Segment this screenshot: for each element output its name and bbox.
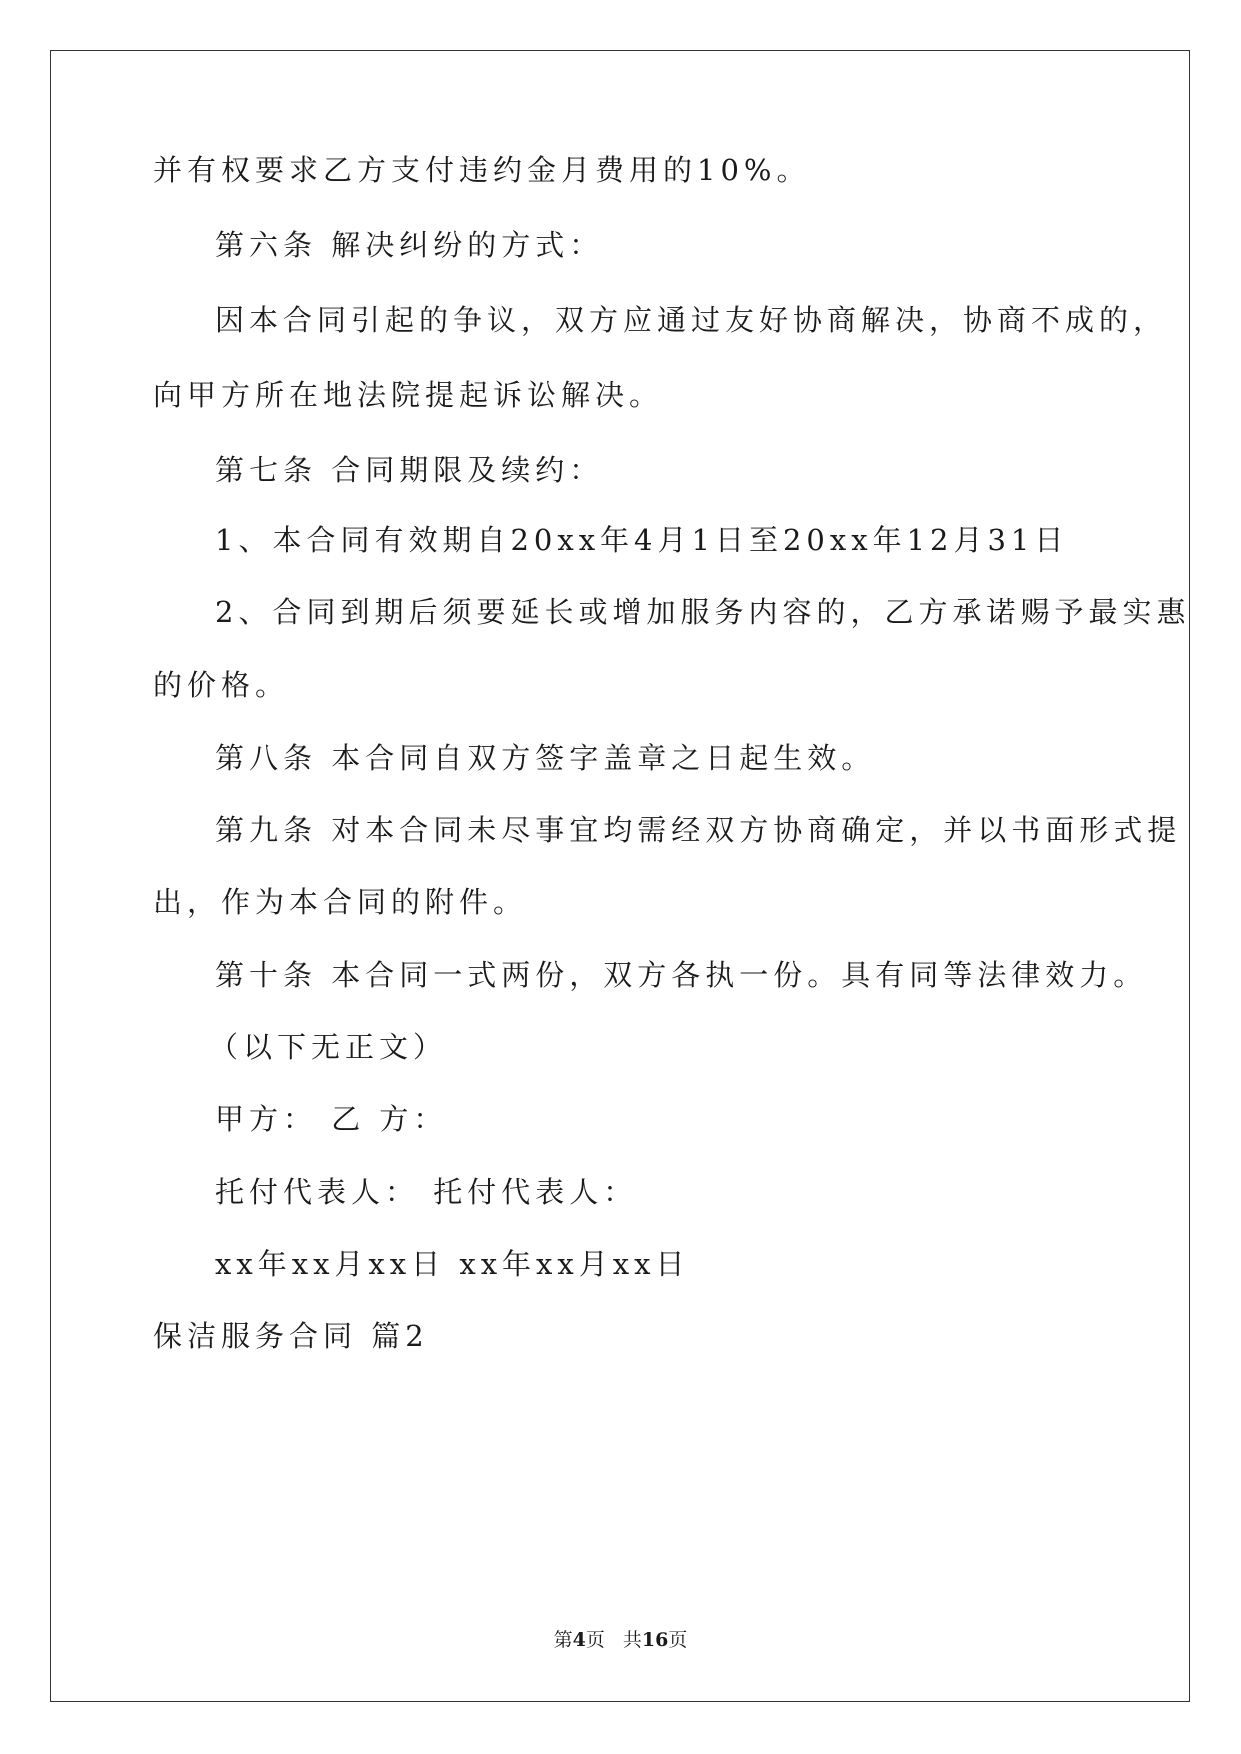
footer-total-prefix: 共	[622, 1629, 642, 1651]
footer-page-number: 4	[572, 1629, 586, 1651]
article-8: 第八条 本合同自双方签字盖章之日起生效。	[215, 741, 876, 775]
no-further-text-note: （以下无正文）	[209, 1030, 448, 1064]
footer-total-suffix: 页	[668, 1629, 688, 1651]
section-heading: 保洁服务合同 篇2	[153, 1319, 429, 1353]
article-7-item-2: 2、合同到期后须要延长或增加服务内容的，乙方承诺赐予最实惠	[215, 595, 1191, 629]
page-footer	[0, 1625, 1241, 1652]
footer-page-prefix: 第	[553, 1629, 573, 1651]
article-10: 第十条 本合同一式两份，双方各执一份。具有同等法律效力。	[215, 958, 1148, 992]
body-line-11: 出，作为本合同的附件。	[153, 885, 528, 919]
body-line-8: 的价格。	[153, 668, 290, 702]
footer-total-pages: 16	[641, 1629, 669, 1651]
page-border	[50, 50, 1190, 1702]
footer-page-suffix: 页	[585, 1629, 605, 1651]
signature-representatives: 托付代表人： 托付代表人：	[215, 1175, 638, 1209]
body-line-3: 因本合同引起的争议，双方应通过友好协商解决，协商不成的，	[215, 303, 1168, 337]
signature-parties: 甲方： 乙 方：	[215, 1102, 448, 1136]
body-line-4: 向甲方所在地法院提起诉讼解决。	[153, 378, 664, 412]
body-line-1: 并有权要求乙方支付违约金月费用的10%。	[153, 153, 811, 187]
article-7-item-1: 1、本合同有效期自20xx年4月1日至20xx年12月31日	[215, 523, 1069, 557]
article-9: 第九条 对本合同未尽事宜均需经双方协商确定，并以书面形式提	[215, 813, 1182, 847]
article-6-heading: 第六条 解决纠纷的方式：	[215, 228, 604, 262]
article-7-heading: 第七条 合同期限及续约：	[215, 453, 604, 487]
signature-dates: xx年xx月xx日 xx年xx月xx日	[215, 1247, 690, 1281]
